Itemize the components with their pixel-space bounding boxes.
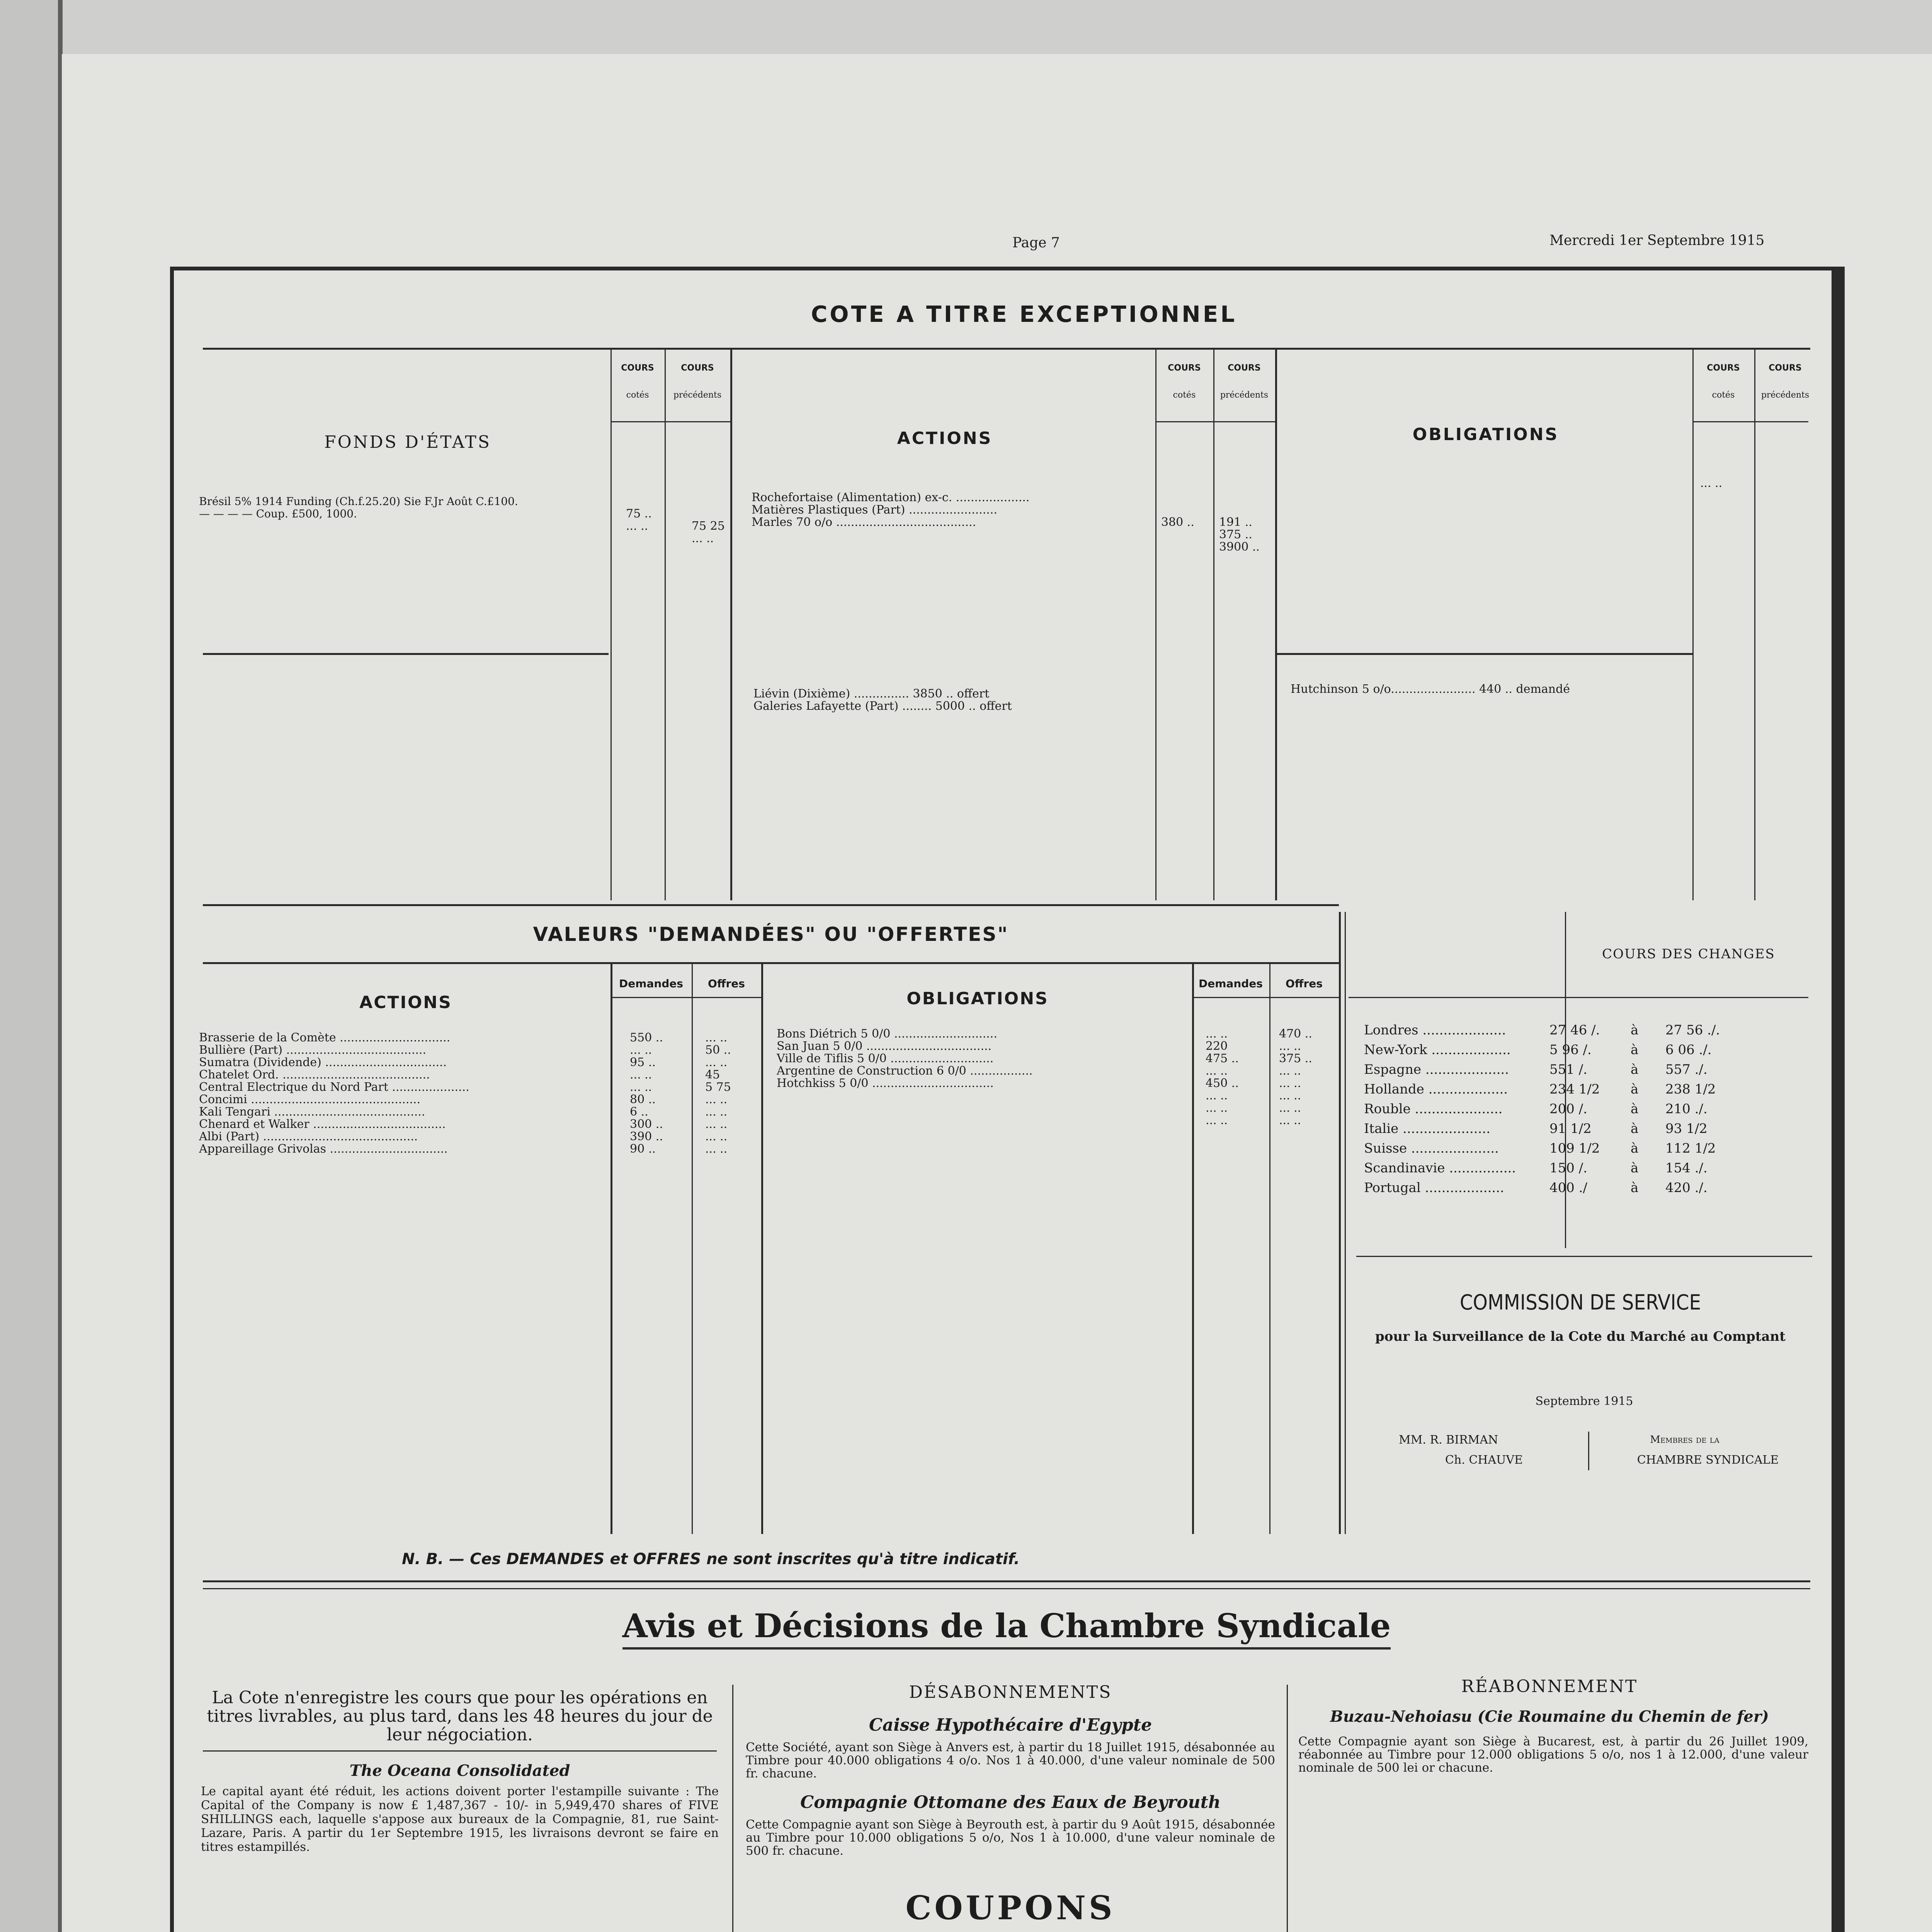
list-item: [1364, 1103, 1804, 1122]
value-demand: 390 ..: [630, 1130, 663, 1143]
rule: [1155, 421, 1275, 422]
commission-title: COMMISSION DE SERVICE: [1459, 1290, 1701, 1315]
change-high: 93 1/2: [1665, 1121, 1708, 1136]
value-demand: 475 ..: [1206, 1052, 1239, 1065]
col-cotes-3: cotés: [1712, 390, 1735, 400]
brace-rule: [1588, 1432, 1589, 1470]
list-item: [777, 1114, 1337, 1127]
adjacent-page: [0, 0, 62, 1932]
commission-month: Septembre 1915: [1535, 1395, 1633, 1408]
value-demand: 95 ..: [630, 1056, 656, 1069]
action-cotes: 380 ..: [1161, 515, 1194, 529]
value-label: Appareillage Grivolas ................................: [199, 1142, 448, 1156]
list-item: [1364, 1063, 1804, 1083]
list-item: [199, 1044, 759, 1056]
col-prec-3: précédents: [1761, 390, 1810, 400]
rule: [732, 1685, 733, 1886]
fonds-label: — — — — Coup. £500, 1000.: [199, 507, 357, 520]
change-place: Londres ....................: [1364, 1022, 1506, 1038]
reab1-title: Buzau-Nehoiasu (Cie Roumaine du Chemin de fer): [1330, 1708, 1769, 1726]
value-demand: 300 ..: [630, 1117, 663, 1131]
value-demand: ... ..: [1206, 1101, 1228, 1115]
list-item: [1364, 1024, 1804, 1044]
reab1-text: Cette Compagnie ayant son Siège à Bucarest, est, à partir du 26 Juillet 1909, réabonnée au Timbre pour 12.000 obligations 5 o/o, nos 1 à 12.000, d'une valeur nominale de 500 lei or chacune.: [1298, 1735, 1808, 1775]
oblig-title: OBLIGATIONS: [1412, 425, 1559, 444]
list-item: [199, 1131, 759, 1143]
valeurs-oblig-title: OBLIGATIONS: [906, 989, 1049, 1009]
list-item: [199, 1094, 759, 1106]
rule: [761, 962, 763, 1534]
offer-line: Galeries Lafayette (Part) ........ 5000 .. offert: [753, 699, 1012, 713]
col-cours-5: COURS: [1707, 363, 1740, 373]
change-place: Suisse .....................: [1364, 1141, 1499, 1156]
action-label: Matières Plastiques (Part) ........................: [752, 503, 997, 517]
value-label: Argentine de Construction 6 0/0 .................: [777, 1064, 1033, 1078]
value-label: Concimi ..............................................: [199, 1093, 420, 1106]
rule: [1754, 348, 1755, 900]
value-label: Albi (Part) ..........................................: [199, 1130, 418, 1143]
list-item: [199, 1143, 759, 1155]
change-place: New-York ...................: [1364, 1042, 1511, 1058]
rule: [1349, 997, 1808, 998]
value-offer: 375 ..: [1279, 1052, 1312, 1065]
action-prec: 3900 ..: [1219, 540, 1260, 554]
valeurs-actions-list: [199, 1032, 759, 1155]
rule: [1356, 1256, 1812, 1257]
list-item: [1364, 1182, 1804, 1201]
cote-top-rule: [203, 348, 1810, 350]
rule: [611, 348, 612, 900]
value-demand: ... ..: [630, 1068, 652, 1082]
fonds-prec: 75 25: [692, 519, 725, 533]
rule: [1287, 1685, 1288, 1886]
value-offer: ... ..: [1279, 1077, 1301, 1090]
change-place: Italie .....................: [1364, 1121, 1491, 1136]
change-sep: à: [1631, 1082, 1639, 1097]
avis-intro: La Cote n'enregistre les cours que pour les opérations en titres livrables, au plus tard, dans les 48 heures du jour de leur négociation.: [207, 1688, 713, 1745]
commission-subtitle: pour la Surveillance de la Cote du Marché au Comptant: [1375, 1329, 1786, 1344]
valeurs-oblig-list: [777, 1028, 1337, 1127]
rule: [1339, 912, 1341, 1534]
change-high: 210 ./.: [1665, 1101, 1708, 1117]
valeurs-actions-title: ACTIONS: [359, 993, 452, 1012]
list-item: [199, 1081, 759, 1094]
value-demand: 6 ..: [630, 1105, 648, 1119]
change-high: 420 ./.: [1665, 1180, 1708, 1196]
rule: [611, 421, 730, 422]
list-item: [777, 1102, 1337, 1114]
col-cours-3: COURS: [1168, 363, 1201, 373]
value-offer: ... ..: [705, 1056, 728, 1069]
change-sep: à: [1631, 1180, 1639, 1196]
value-label: Central Electrique du Nord Part .....................: [199, 1080, 469, 1094]
col-cotes-1: cotés: [626, 390, 649, 400]
value-demand: 550 ..: [630, 1031, 663, 1044]
list-item: [777, 1090, 1337, 1102]
action-label: Rochefortaise (Alimentation) ex-c. ....................: [752, 491, 1030, 504]
rule: [203, 904, 1339, 906]
list-item: [777, 1028, 1337, 1040]
col-cours-2: COURS: [681, 363, 714, 373]
changes-list: [1364, 1024, 1804, 1201]
change-high: 154 ./.: [1665, 1160, 1708, 1176]
value-label: Bullière (Part) ......................................: [199, 1043, 426, 1057]
rule: [1692, 421, 1808, 422]
value-offer: 5 75: [705, 1080, 731, 1094]
rule: [203, 962, 1339, 964]
value-offer: ... ..: [705, 1130, 728, 1143]
value-label: San Juan 5 0/0 ..................................: [777, 1039, 992, 1053]
value-offer: ... ..: [705, 1105, 728, 1119]
desab2-text: Cette Compagnie ayant son Siège à Beyrouth est, à partir du 9 Août 1915, désabonnée au Timbre pour 10.000 obligations 5 o/o, Nos 1 à 10.000, d'une valeur nominale de 500 fr. chacune.: [746, 1818, 1275, 1858]
value-offer: ... ..: [705, 1142, 728, 1156]
col-cours-1: COURS: [621, 363, 654, 373]
rule: [611, 997, 761, 998]
desab1-text: Cette Société, ayant son Siège à Anvers est, à partir du 18 Juillet 1915, désabonnée au Timbre pour 40.000 obligations 4 o/o. Nos 1 à 40.000, d'une valeur nominale de 500 fr. chacune.: [746, 1740, 1275, 1781]
rule: [730, 348, 732, 900]
value-label: Ville de Tiflis 5 0/0 ............................: [777, 1052, 994, 1065]
value-offer: ... ..: [1279, 1101, 1301, 1115]
list-item: [199, 1056, 759, 1069]
value-offer: ... ..: [1279, 1114, 1301, 1127]
action-prec: 375 ..: [1219, 528, 1252, 541]
desab2-title: Compagnie Ottomane des Eaux de Beyrouth: [800, 1793, 1221, 1812]
value-demand: ... ..: [630, 1080, 652, 1094]
value-offer: 470 ..: [1279, 1027, 1312, 1041]
list-item: [777, 1053, 1337, 1065]
value-offer: ... ..: [1279, 1039, 1301, 1053]
value-label: Hotchkiss 5 0/0 .................................: [777, 1077, 994, 1090]
col-offres-oblig: Offres: [1286, 977, 1323, 990]
value-offer: ... ..: [705, 1117, 728, 1131]
rule: [732, 1886, 733, 1932]
valeurs-title: VALEURS "DEMANDÉES" OU "OFFERTES": [533, 923, 1009, 946]
change-low: 150 /.: [1549, 1160, 1587, 1176]
change-high: 112 1/2: [1665, 1141, 1716, 1156]
fonds-label: Brésil 5% 1914 Funding (Ch.f.25.20) Sie F.Jr Août C.£100.: [199, 495, 518, 508]
value-offer: ... ..: [705, 1093, 728, 1106]
change-place: Rouble .....................: [1364, 1101, 1503, 1117]
list-item: [199, 1118, 759, 1131]
value-demand: ... ..: [1206, 1027, 1228, 1041]
rule: [203, 1588, 1810, 1589]
fonds-list: [199, 483, 732, 545]
value-demand: ... ..: [1206, 1089, 1228, 1102]
value-demand: 90 ..: [630, 1142, 656, 1156]
cote-title: COTE A TITRE EXCEPTIONNEL: [811, 301, 1237, 327]
list-item: [777, 1077, 1337, 1090]
list-item: [199, 1106, 759, 1118]
avis-title-text: Avis et Décisions de la Chambre Syndicale: [622, 1607, 1391, 1650]
value-label: Chatelet Ord. ........................................: [199, 1068, 430, 1082]
rule: [203, 653, 609, 655]
list-item: [1364, 1044, 1804, 1063]
col-demandes: Demandes: [619, 977, 683, 990]
list-item: [777, 1040, 1337, 1053]
page-number: Page 7: [1012, 235, 1060, 251]
oblig-dots: ... ..: [1700, 476, 1723, 490]
change-sep: à: [1631, 1022, 1639, 1038]
change-low: 91 1/2: [1549, 1121, 1592, 1136]
value-label: Chenard et Walker ....................................: [199, 1117, 446, 1131]
change-high: 557 ./.: [1665, 1062, 1708, 1077]
change-low: 234 1/2: [1549, 1082, 1600, 1097]
rule: [1277, 653, 1692, 655]
actions-title: ACTIONS: [897, 429, 993, 448]
value-demand: ... ..: [1206, 1064, 1228, 1078]
list-item: [1364, 1122, 1804, 1142]
rule: [203, 1580, 1810, 1582]
value-label: Brasserie de la Comète ..............................: [199, 1031, 451, 1044]
change-place: Hollande ...................: [1364, 1082, 1508, 1097]
value-offer: ... ..: [1279, 1064, 1301, 1078]
value-offer: 50 ..: [705, 1043, 731, 1057]
change-sep: à: [1631, 1062, 1639, 1077]
change-low: 551 /.: [1549, 1062, 1587, 1077]
rule: [1155, 348, 1156, 900]
desab-title: DÉSABONNEMENTS: [909, 1682, 1112, 1702]
value-demand: 80 ..: [630, 1093, 656, 1106]
change-sep: à: [1631, 1101, 1639, 1117]
rule: [665, 348, 666, 900]
value-demand: ... ..: [630, 1043, 652, 1057]
change-sep: à: [1631, 1121, 1639, 1136]
change-low: 200 /.: [1549, 1101, 1587, 1117]
change-sep: à: [1631, 1141, 1639, 1156]
change-place: Portugal ...................: [1364, 1180, 1504, 1196]
offer-line: Liévin (Dixième) ............... 3850 .. offert: [753, 687, 990, 701]
list-item: [1364, 1162, 1804, 1182]
change-high: 238 1/2: [1665, 1082, 1716, 1097]
col-cours-6: COURS: [1769, 363, 1802, 373]
col-prec-1: précédents: [673, 390, 722, 400]
member-name-1: MM. R. BIRMAN: [1399, 1433, 1498, 1447]
value-offer: ... ..: [1279, 1089, 1301, 1102]
desab1-title: Caisse Hypothécaire d'Egypte: [869, 1715, 1152, 1735]
value-label: Kali Tengari .........................................: [199, 1105, 425, 1119]
fonds-cotes: 75 ..: [626, 507, 652, 520]
rule: [1345, 912, 1346, 1534]
oceana-title: The Oceana Consolidated: [349, 1762, 570, 1780]
rule: [1275, 348, 1277, 900]
list-item: [199, 1032, 759, 1044]
col-cotes-2: cotés: [1173, 390, 1196, 400]
issue-date: Mercredi 1er Septembre 1915: [1549, 233, 1765, 248]
fonds-prec: ... ..: [692, 532, 714, 545]
changes-title: COURS DES CHANGES: [1602, 946, 1775, 962]
value-demand: 450 ..: [1206, 1077, 1239, 1090]
rule: [1287, 1886, 1288, 1932]
change-sep: à: [1631, 1160, 1639, 1176]
col-cours-4: COURS: [1228, 363, 1261, 373]
change-sep: à: [1631, 1042, 1639, 1058]
members-line-1: Membres de la: [1650, 1434, 1719, 1446]
value-offer: ... ..: [705, 1031, 728, 1044]
change-low: 5 96 /.: [1549, 1042, 1592, 1058]
list-item: [199, 1069, 759, 1081]
col-offres: Offres: [708, 977, 745, 990]
change-low: 400 ./: [1549, 1180, 1587, 1196]
rule: [1192, 997, 1339, 998]
list-item: [1364, 1142, 1804, 1162]
list-item: [777, 1065, 1337, 1077]
rule: [203, 1750, 717, 1752]
change-place: Scandinavie ................: [1364, 1160, 1516, 1176]
change-high: 27 56 ./.: [1665, 1022, 1720, 1038]
change-place: Espagne ....................: [1364, 1062, 1509, 1077]
value-offer: 45: [705, 1068, 720, 1082]
action-prec: 191 ..: [1219, 515, 1252, 529]
col-demandes-oblig: Demandes: [1199, 977, 1263, 990]
list-item: [1364, 1083, 1804, 1103]
value-demand: ... ..: [1206, 1114, 1228, 1127]
value-label: Bons Diétrich 5 0/0 ............................: [777, 1027, 997, 1041]
col-prec-2: précédents: [1220, 390, 1269, 400]
oceana-text: Le capital ayant été réduit, les actions doivent porter l'estampille suivante : The Capital of the Company is now £ 1,487,367 - 10/- in 5,949,470 shares of FIVE SHILLINGS each, laquelle s'appose aux bureaux de la Compagnie, 81, rue Saint-Lazare, Paris. A partir du 1er Septembre 1915, les livraisons devront se faire en titres estampillés.: [201, 1784, 719, 1854]
reab-title: RÉABONNEMENT: [1461, 1677, 1638, 1696]
demand-line: Hutchinson 5 o/o....................... 440 .. demandé: [1291, 682, 1570, 696]
member-name-2: Ch. CHAUVE: [1445, 1453, 1523, 1467]
change-low: 27 46 /.: [1549, 1022, 1600, 1038]
rule: [1692, 348, 1694, 900]
change-low: 109 1/2: [1549, 1141, 1600, 1156]
rule: [1213, 348, 1214, 900]
avis-title: [203, 1607, 1810, 1645]
change-high: 6 06 ./.: [1665, 1042, 1712, 1058]
value-demand: 220: [1206, 1039, 1228, 1053]
fonds-title: FONDS D'ÉTATS: [324, 432, 491, 452]
actions-list: [752, 479, 1273, 554]
fonds-cotes: ... ..: [626, 519, 648, 533]
action-label: Marles 70 o/o ......................................: [752, 515, 976, 529]
coupons-title: COUPONS: [905, 1889, 1116, 1927]
nb-note: N. B. — Ces DEMANDES et OFFRES ne sont inscrites qu'à titre indicatif.: [402, 1550, 1020, 1568]
value-label: Sumatra (Dividende) .................................: [199, 1056, 447, 1069]
members-line-2: CHAMBRE SYNDICALE: [1637, 1453, 1779, 1467]
